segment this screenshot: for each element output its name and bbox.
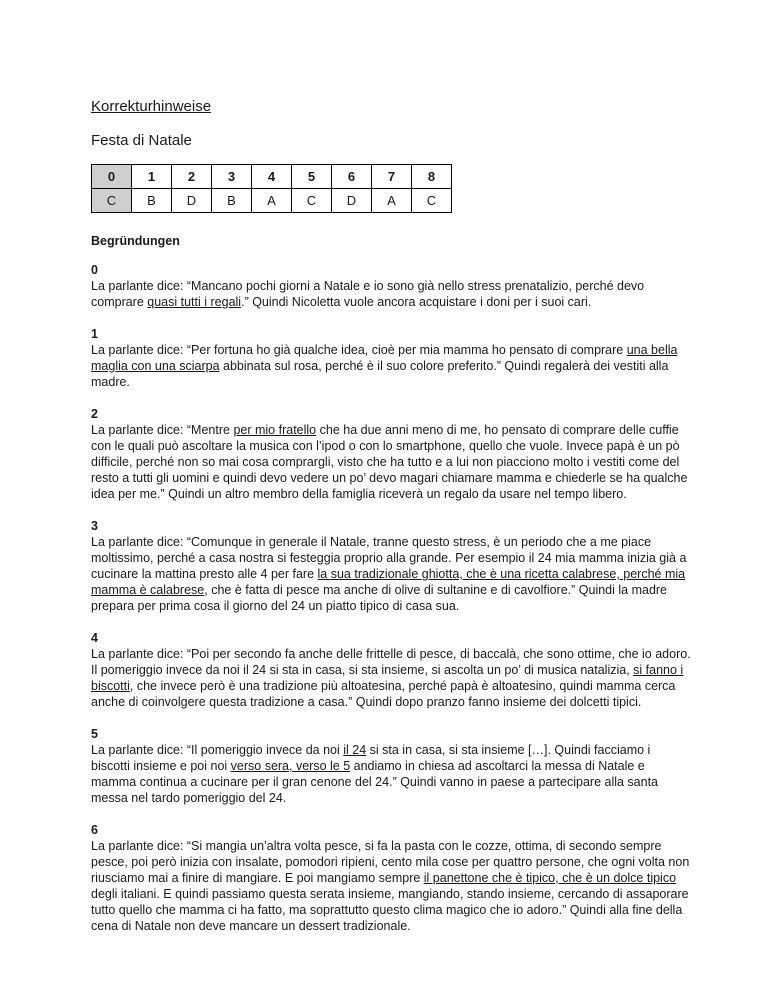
explanation-number: 5 xyxy=(91,727,98,741)
explanation-item xyxy=(91,326,691,390)
answer-key-answers-row xyxy=(92,189,452,213)
underlined-quote: verso sera, verso le 5 xyxy=(230,759,351,773)
key-number-cell: 4 xyxy=(252,165,292,189)
text-run: andiamo in chiesa ad ascoltarci la messa di Natale e mamma continua a cucinare per il gran cenone del 24.” Quindi vanno in paese a partecipare alla santa messa nel tardo pomeriggio del 24. xyxy=(91,759,659,805)
section-heading: Begründungen xyxy=(91,234,180,248)
answer-key-numbers-row xyxy=(92,165,452,189)
text-run: La parlante dice: “Mancano pochi giorni a Natale e io sono già nello stress prenatalizio, perché devo comprare xyxy=(91,279,645,309)
key-answer-cell: A xyxy=(252,189,292,213)
explanation-number: 2 xyxy=(91,407,98,421)
explanation-item xyxy=(91,518,691,614)
explanation-number: 3 xyxy=(91,519,98,533)
explanation-number: 6 xyxy=(91,823,98,837)
explanation-item xyxy=(91,822,691,934)
explanation-text xyxy=(91,646,691,710)
key-number-cell: 6 xyxy=(332,165,372,189)
explanation-item xyxy=(91,406,691,502)
text-run: La parlante dice: “Il pomeriggio invece da noi xyxy=(91,743,344,757)
underlined-quote: il panettone che è tipico, che è un dolce tipico xyxy=(423,871,677,885)
key-number-cell: 0 xyxy=(92,165,132,189)
underlined-quote: una bella maglia con una sciarpa xyxy=(91,343,678,373)
key-number-cell: 3 xyxy=(212,165,252,189)
underlined-quote: per mio fratello xyxy=(233,423,317,437)
key-answer-cell: B xyxy=(132,189,172,213)
key-answer-cell: C xyxy=(92,189,132,213)
key-answer-cell: C xyxy=(412,189,452,213)
underlined-quote: quasi tutti i regali xyxy=(147,295,242,309)
key-number-cell: 8 xyxy=(412,165,452,189)
text-run: degli italiani. E quindi passiamo questa serata insieme, mangiando, stando insieme, cercando di assaporare tutto quello che mamma ci ha fatto, ma soprattutto questo clima magico che io adoro.” Quindi alla fine della cena di Natale non deve mancare un dessert tradizionale. xyxy=(91,887,689,933)
key-answer-cell: C xyxy=(292,189,332,213)
underlined-quote: la sua tradizionale ghiotta, che è una ricetta calabrese, perché mia mamma è calabrese xyxy=(91,567,686,597)
key-answer-cell: D xyxy=(332,189,372,213)
key-number-cell: 7 xyxy=(372,165,412,189)
explanation-number: 4 xyxy=(91,631,98,645)
explanation-item xyxy=(91,726,691,806)
text-run: abbinata sul rosa, perché è il suo colore preferito.” Quindi regalerà dei vestiti alla madre. xyxy=(91,359,669,389)
explanations-list xyxy=(91,262,691,934)
explanation-text xyxy=(91,342,691,390)
key-answer-cell: D xyxy=(172,189,212,213)
explanation-text xyxy=(91,838,691,934)
key-number-cell: 5 xyxy=(292,165,332,189)
text-run: , che è fatta di pesce ma anche di olive di sultanine e di cavolfiore.” Quindi la madre prepara per prima cosa il giorno del 24 un piatto tipico di casa sua. xyxy=(91,583,668,613)
key-answer-cell: A xyxy=(372,189,412,213)
document-subtitle: Festa di Natale xyxy=(91,132,192,149)
explanation-item xyxy=(91,262,691,310)
text-run: , che invece però è una tradizione più altoatesina, perché papà è altoatesino, quindi mamma cerca anche di coinvolgere questa tradizione a casa.” Quindi dopo pranzo fanno insieme dei dolcetti tipici. xyxy=(91,679,676,709)
text-run: La parlante dice: “Per fortuna ho già qualche idea, cioè per mia mamma ho pensato di comprare xyxy=(91,343,627,357)
explanation-item xyxy=(91,630,691,710)
text-run: La parlante dice: “Si mangia un’altra volta pesce, si fa la pasta con le cozze, ottima, di secondo sempre pesce, poi però inizia con insalate, pomodori ripieni, cento mila cose per quattro persone, che ogni volta non riusciamo mai a finire di mangiare. E poi mangiamo sempre xyxy=(91,839,690,885)
key-answer-cell: B xyxy=(212,189,252,213)
text-run: si sta in casa, si sta insieme […]. Quindi facciamo i biscotti insieme e poi noi xyxy=(91,743,651,773)
document-title: Korrekturhinweise xyxy=(91,98,212,115)
explanation-text xyxy=(91,534,691,614)
explanation-text xyxy=(91,278,691,310)
key-number-cell: 2 xyxy=(172,165,212,189)
text-run: .” Quindi Nicoletta vuole ancora acquistare i doni per i suoi cari. xyxy=(241,295,592,309)
text-run: La parlante dice: “Comunque in generale il Natale, tranne questo stress, è un periodo che a me piace moltissimo, perché a casa nostra si festeggia proprio alla grande. Per esempio il 24 mia mamma inizia già a cucinare la mattina presto alle 4 per fare xyxy=(91,535,687,581)
key-number-cell: 1 xyxy=(132,165,172,189)
explanation-number: 0 xyxy=(91,263,98,277)
document-content xyxy=(91,97,691,950)
explanation-text xyxy=(91,742,691,806)
explanation-number: 1 xyxy=(91,327,98,341)
explanation-text xyxy=(91,422,691,502)
underlined-quote: il 24 xyxy=(343,743,367,757)
underlined-quote: si fanno i biscotti xyxy=(91,663,684,693)
text-run: La parlante dice: “Poi per secondo fa anche delle frittelle di pesce, di baccalà, che sono ottime, che io adoro. Il pomeriggio invece da noi il 24 si sta in casa, si sta insieme, si ascolta un po’ di musica natalizia, xyxy=(91,647,691,677)
text-run: che ha due anni meno di me, ho pensato di comprare delle cuffie con le quali può ascoltare la musica con l’ipod o con lo smartphone, quello che vuole. Invece papà è un pò difficile, perché non so mai cosa comprargli, visto che ha tutto e a lui non piacciono molto i vestiti come del resto a tutti gli uomini e quindi devo vedere un po’ devo magari chiamare mamma e chiederle se ha qualche idea per me.” Quindi un altro membro della famiglia riceverà un regalo da usare nel tempo libero. xyxy=(91,423,688,501)
answer-key-table xyxy=(91,164,452,213)
text-run: La parlante dice: “Mentre xyxy=(91,423,234,437)
